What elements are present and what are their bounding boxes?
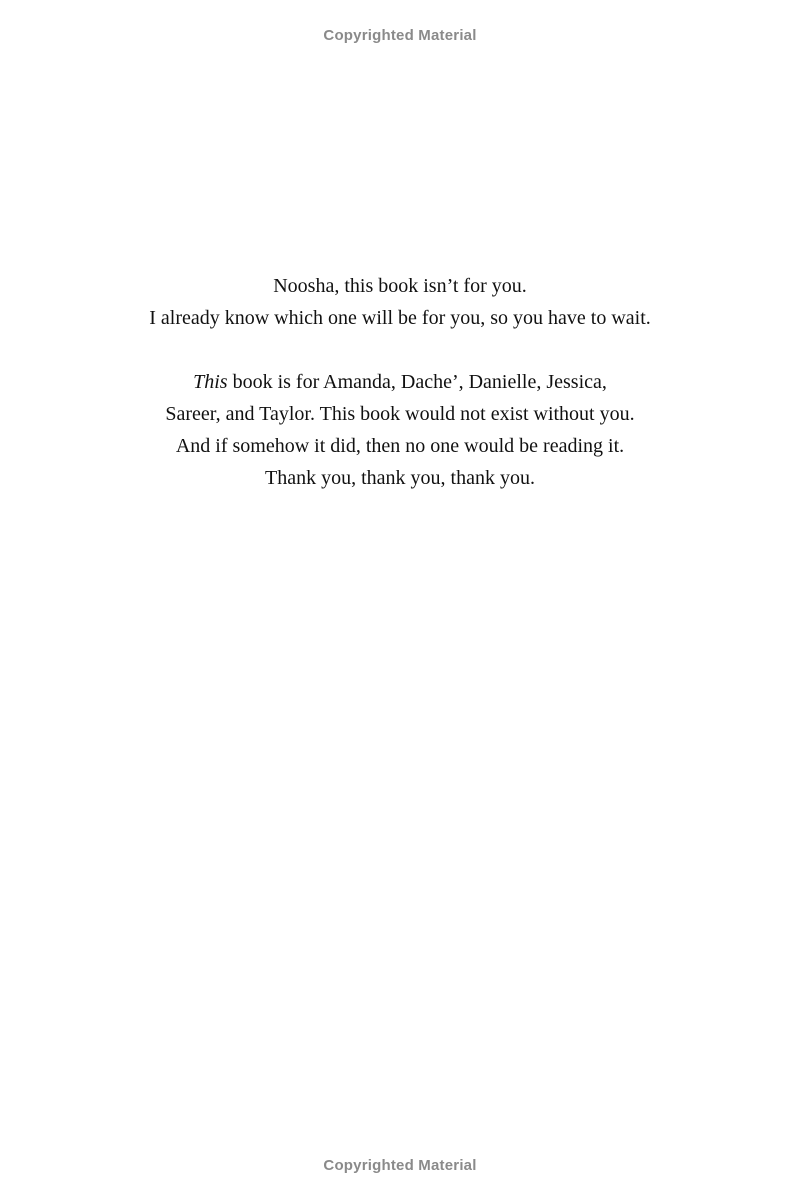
copyright-watermark-top: Copyrighted Material — [323, 27, 477, 44]
dedication-line — [0, 366, 800, 398]
dedication-line: Sareer, and Taylor. This book would not exist without you. — [165, 403, 635, 425]
paragraph-gap — [0, 334, 800, 366]
dedication-line: Noosha, this book isn’t for you. — [273, 275, 527, 297]
dedication-text — [0, 270, 800, 494]
dedication-line: And if somehow it did, then no one would be reading it. — [175, 435, 625, 457]
dedication-line: Thank you, thank you, thank you. — [265, 467, 535, 489]
copyright-watermark-bottom: Copyrighted Material — [323, 1157, 477, 1174]
dedication-line-rest: book is for Amanda, Dache’, Danielle, Jessica, — [227, 371, 607, 393]
emphasis-word: This — [193, 371, 228, 393]
dedication-line: I already know which one will be for you, so you have to wait. — [149, 307, 651, 329]
